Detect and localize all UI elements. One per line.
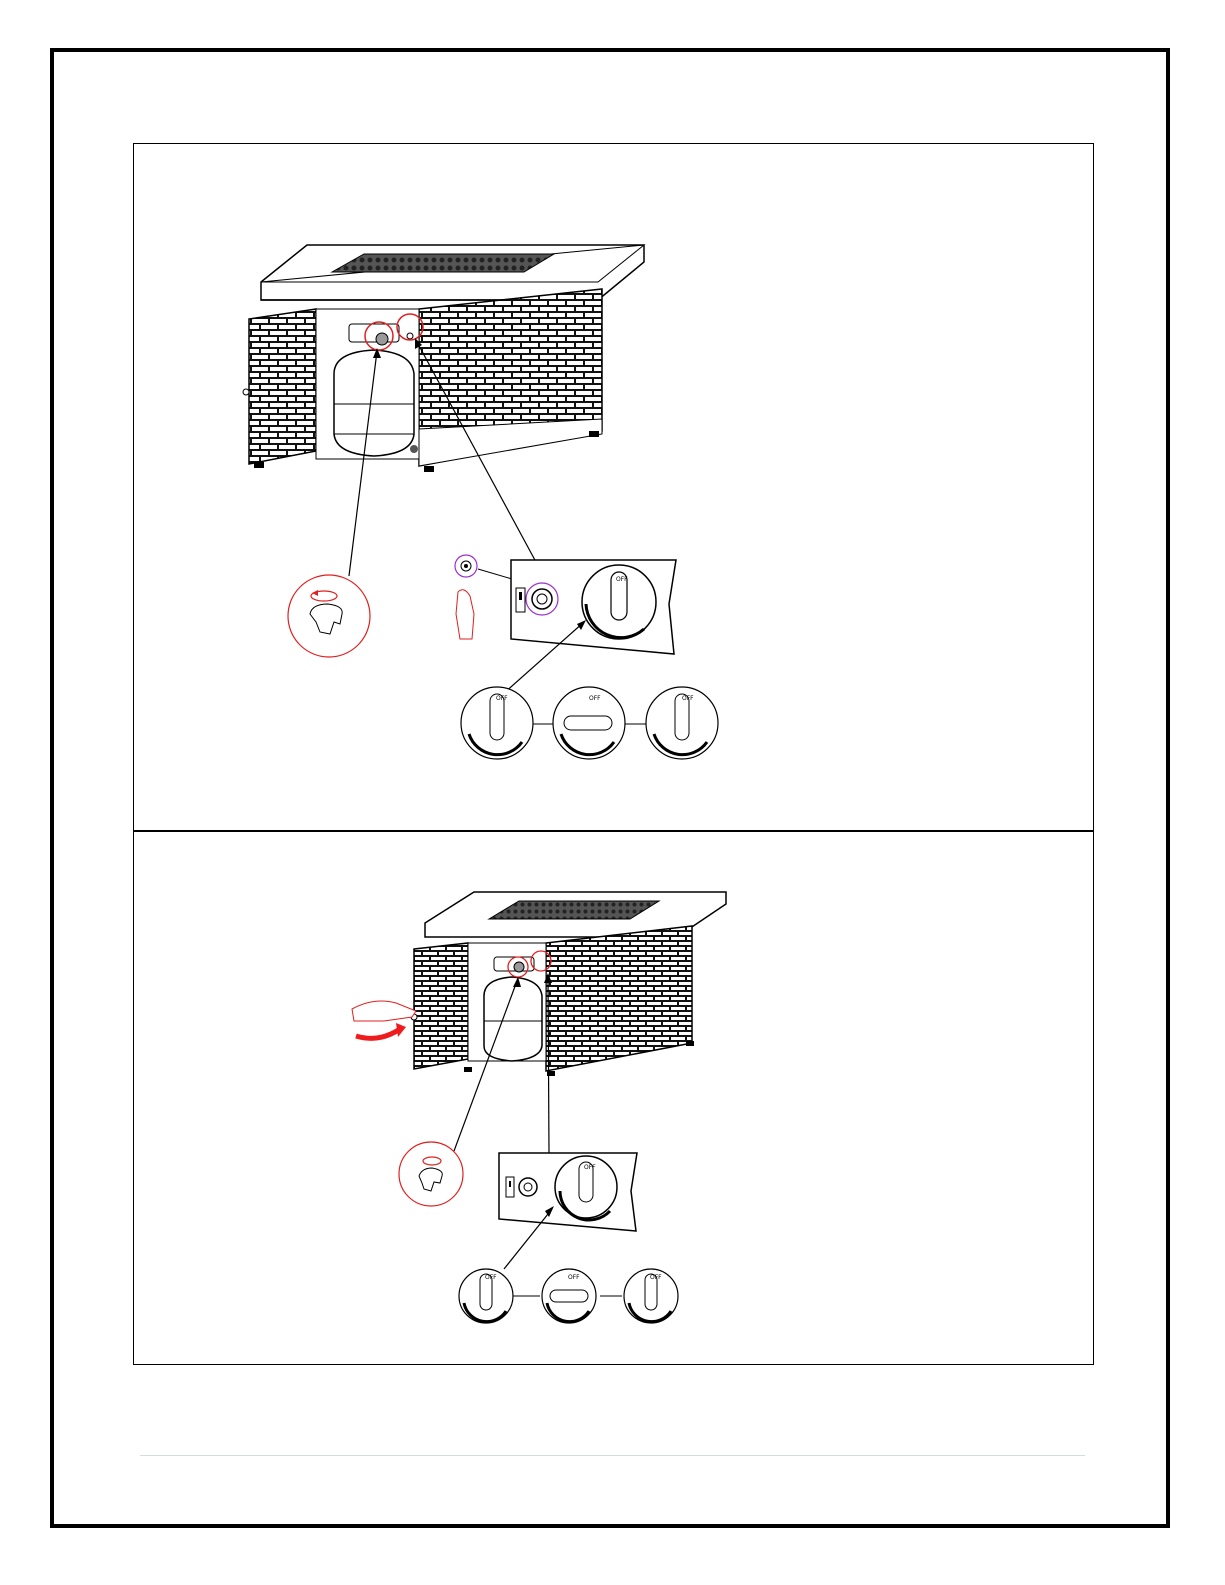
knob-position-ignite: [542, 1269, 596, 1323]
propane-tank-icon: [468, 943, 546, 1061]
knob-position-off: [461, 687, 533, 759]
knob-off-label: OFF: [584, 1164, 596, 1171]
knob-off-label-a: OFF: [496, 695, 508, 702]
fire-pit-illustration-1: [134, 144, 1092, 830]
hand-icon: [352, 1001, 416, 1021]
control-knob-positions: [459, 1269, 678, 1323]
wicker-side-wall: [546, 926, 692, 1071]
instruction-panel-2: [133, 830, 1094, 1365]
knob-off-label-c: OFF: [682, 695, 694, 702]
tank-valve-rotate-callout: [288, 575, 370, 657]
instruction-panel-1: [133, 143, 1094, 832]
fire-pit-illustration-2: [134, 831, 1092, 1363]
control-panel-detail: [499, 1153, 637, 1231]
wicker-side-wall: [419, 289, 602, 466]
knob-off-label: OFF: [616, 576, 628, 583]
control-knob-icon: [582, 565, 656, 639]
hand-icon: [456, 590, 474, 639]
knob-off-label-b: OFF: [568, 1274, 580, 1281]
knob-position-ignite: [553, 687, 625, 759]
knob-off-label-c: OFF: [650, 1274, 662, 1281]
knob-off-label-b: OFF: [589, 695, 601, 702]
control-panel-detail: [511, 560, 676, 654]
tank-valve-rotate-callout: [399, 1142, 463, 1206]
knob-position-high: [646, 687, 718, 759]
wicker-door-icon: [411, 943, 468, 1069]
propane-tank-icon: [316, 309, 419, 459]
control-knob-positions: [461, 687, 718, 759]
knob-position-high: [624, 1269, 678, 1323]
close-direction-arrow: [356, 1029, 400, 1038]
footer-divider: [140, 1455, 1085, 1456]
wicker-door-icon: [243, 309, 316, 464]
knob-position-off: [459, 1269, 513, 1323]
knob-off-label-a: OFF: [485, 1274, 497, 1281]
